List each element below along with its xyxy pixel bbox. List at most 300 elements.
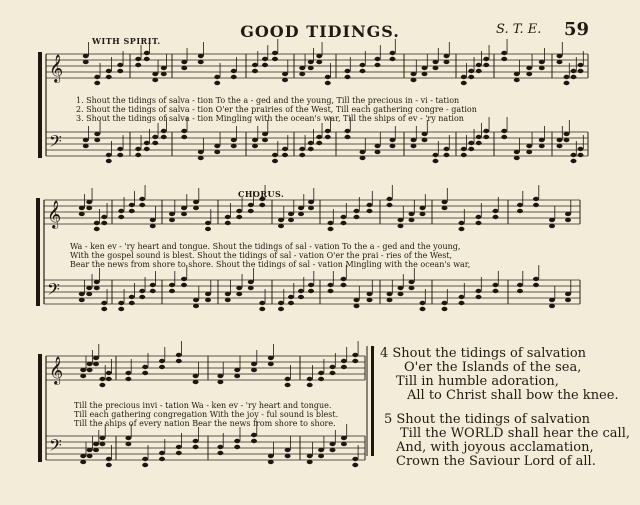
note: [398, 224, 404, 228]
note: [360, 63, 366, 67]
note: [198, 150, 204, 154]
note: [433, 153, 439, 157]
note: [375, 150, 381, 154]
note: [476, 69, 482, 73]
note: [198, 156, 204, 160]
tempo-marking: WITH SPIRIT.: [92, 36, 161, 46]
note: [87, 454, 93, 458]
note: [80, 454, 86, 458]
note: [87, 448, 93, 452]
note: [234, 439, 240, 443]
bass-clef: 𝄢: [47, 279, 60, 303]
note: [285, 448, 291, 452]
note: [129, 203, 135, 207]
note: [142, 371, 148, 375]
note: [106, 75, 112, 79]
note: [161, 135, 167, 139]
note: [86, 200, 92, 204]
note: [214, 150, 220, 154]
note: [468, 69, 474, 73]
note: [367, 203, 373, 207]
note: [316, 141, 322, 145]
note: [345, 75, 351, 79]
note: [517, 289, 523, 293]
note: [94, 221, 100, 225]
note: [80, 460, 86, 464]
note: [159, 451, 165, 455]
note: [367, 292, 373, 296]
note: [307, 454, 313, 458]
verse-line: Till the WORLD shall hear the call,: [400, 426, 631, 441]
note: [299, 153, 305, 157]
note: [526, 150, 532, 154]
note: [564, 132, 570, 136]
note: [80, 368, 86, 372]
note: [308, 147, 314, 151]
note: [144, 51, 150, 55]
treble-clef: 𝄞: [49, 356, 64, 384]
note: [236, 209, 242, 213]
note: [144, 141, 150, 145]
note: [341, 277, 347, 281]
bass-clef: 𝄢: [49, 435, 62, 459]
note: [248, 203, 254, 207]
note: [94, 227, 100, 231]
note: [352, 457, 358, 461]
note: [139, 289, 145, 293]
hymn-title: GOOD TIDINGS.: [240, 22, 400, 41]
note: [367, 209, 373, 213]
note: [282, 153, 288, 157]
note: [94, 75, 100, 79]
note: [330, 371, 336, 375]
note: [129, 209, 135, 213]
note: [517, 283, 523, 287]
note: [139, 197, 145, 201]
note: [354, 304, 360, 308]
note: [234, 445, 240, 449]
note: [565, 212, 571, 216]
note: [80, 374, 86, 378]
note: [352, 359, 358, 363]
note: [236, 215, 242, 219]
note: [565, 292, 571, 296]
note: [150, 218, 156, 222]
note: [278, 218, 284, 222]
lyric-line: Till each gathering congregation With the joy - ful sound is blest.: [74, 410, 339, 419]
note: [390, 138, 396, 142]
note: [225, 215, 231, 219]
note: [468, 75, 474, 79]
note: [79, 298, 85, 302]
note: [459, 301, 465, 305]
end-double-bar: [371, 346, 374, 456]
note: [125, 371, 131, 375]
note: [193, 374, 199, 378]
note: [259, 307, 265, 311]
note: [433, 60, 439, 64]
note: [169, 218, 175, 222]
page-number: 59: [564, 19, 590, 40]
note: [93, 356, 99, 360]
note: [125, 377, 131, 381]
note: [87, 362, 93, 366]
note: [493, 283, 499, 287]
note: [557, 138, 563, 142]
verse-line: 5 Shout the tidings of salvation: [384, 412, 591, 427]
note: [231, 144, 237, 148]
note: [442, 206, 448, 210]
note: [83, 54, 89, 58]
note: [236, 292, 242, 296]
note: [533, 197, 539, 201]
note: [181, 277, 187, 281]
note: [442, 301, 448, 305]
note: [444, 54, 450, 58]
note: [299, 72, 305, 76]
note: [161, 72, 167, 76]
note: [328, 221, 334, 225]
note: [299, 66, 305, 70]
note: [422, 138, 428, 142]
note: [422, 132, 428, 136]
note: [444, 60, 450, 64]
note: [325, 135, 331, 139]
note: [387, 292, 393, 296]
note: [99, 436, 105, 440]
note: [93, 448, 99, 452]
note: [461, 153, 467, 157]
note: [193, 298, 199, 302]
note: [557, 60, 563, 64]
treble-clef: 𝄞: [47, 200, 62, 228]
note: [94, 138, 100, 142]
note: [318, 454, 324, 458]
note: [99, 383, 105, 387]
additional-verses: [380, 347, 630, 469]
note: [101, 221, 107, 225]
note: [483, 63, 489, 67]
system-brace: [38, 354, 42, 462]
note: [278, 301, 284, 305]
note: [476, 141, 482, 145]
note: [476, 221, 482, 225]
note: [539, 66, 545, 70]
note: [272, 153, 278, 157]
verse-line: Till in humble adoration,: [396, 374, 559, 389]
note: [549, 304, 555, 308]
note: [420, 307, 426, 311]
verse-line: 4 Shout the tidings of salvation: [380, 346, 587, 361]
note: [564, 81, 570, 85]
note: [459, 227, 465, 231]
note: [101, 215, 107, 219]
note: [307, 460, 313, 464]
note: [571, 69, 577, 73]
note: [152, 135, 158, 139]
note: [442, 307, 448, 311]
note: [94, 280, 100, 284]
note: [234, 368, 240, 372]
note: [94, 286, 100, 290]
note: [308, 141, 314, 145]
note: [345, 69, 351, 73]
note: [152, 72, 158, 76]
note: [79, 212, 85, 216]
note: [539, 144, 545, 148]
note: [152, 141, 158, 145]
note: [159, 457, 165, 461]
note: [214, 144, 220, 148]
note: [176, 451, 182, 455]
note: [442, 200, 448, 204]
note: [578, 69, 584, 73]
note: [159, 359, 165, 363]
note: [83, 138, 89, 142]
note: [86, 286, 92, 290]
note: [422, 66, 428, 70]
note: [288, 295, 294, 299]
note: [517, 203, 523, 207]
note: [176, 359, 182, 363]
note: [420, 206, 426, 210]
note: [251, 362, 257, 366]
note: [298, 212, 304, 216]
note: [341, 283, 347, 287]
note: [93, 362, 99, 366]
note: [298, 289, 304, 293]
note: [328, 227, 334, 231]
note: [217, 374, 223, 378]
note: [252, 138, 258, 142]
note: [117, 63, 123, 67]
note: [205, 227, 211, 231]
note: [533, 203, 539, 207]
note: [514, 156, 520, 160]
chorus-label: CHORUS.: [238, 189, 285, 199]
note: [251, 439, 257, 443]
note: [476, 63, 482, 67]
note: [468, 147, 474, 151]
note: [272, 57, 278, 61]
note: [251, 368, 257, 372]
note: [411, 78, 417, 82]
note: [565, 298, 571, 302]
note: [330, 442, 336, 446]
note: [86, 292, 92, 296]
verse-line: All to Christ shall bow the knee.: [407, 388, 619, 403]
note: [299, 147, 305, 151]
note: [205, 221, 211, 225]
note: [181, 60, 187, 64]
note: [564, 75, 570, 79]
verse-4: [380, 347, 630, 403]
note: [422, 72, 428, 76]
note: [214, 81, 220, 85]
note: [539, 138, 545, 142]
note: [298, 206, 304, 210]
note: [549, 224, 555, 228]
note: [367, 298, 373, 302]
note: [278, 307, 284, 311]
note: [231, 138, 237, 142]
note: [262, 57, 268, 61]
note: [150, 289, 156, 293]
note: [285, 454, 291, 458]
note: [493, 289, 499, 293]
note: [135, 63, 141, 67]
note: [225, 221, 231, 225]
note: [318, 377, 324, 381]
note: [390, 57, 396, 61]
note: [86, 206, 92, 210]
note: [325, 81, 331, 85]
note: [307, 383, 313, 387]
note: [79, 292, 85, 296]
note: [308, 66, 314, 70]
note: [181, 129, 187, 133]
note: [328, 289, 334, 293]
note: [193, 200, 199, 204]
note: [252, 63, 258, 67]
note: [557, 54, 563, 58]
note: [169, 283, 175, 287]
note: [150, 283, 156, 287]
composer-initials: S. T. E.: [496, 22, 542, 37]
lyric-line: Wa - ken ev - 'ry heart and tongue. Shout the tidings of sal - vation To the a - ged and the young,: [70, 242, 461, 251]
note: [159, 365, 165, 369]
note: [483, 129, 489, 133]
note: [106, 377, 112, 381]
note: [390, 51, 396, 55]
note: [142, 463, 148, 467]
note: [205, 292, 211, 296]
note: [476, 295, 482, 299]
note: [352, 463, 358, 467]
note: [341, 359, 347, 363]
note: [135, 57, 141, 61]
note: [282, 147, 288, 151]
note: [272, 159, 278, 163]
note: [433, 159, 439, 163]
note: [118, 215, 124, 219]
note: [420, 301, 426, 305]
note: [169, 212, 175, 216]
note: [409, 212, 415, 216]
system-brace: [38, 52, 42, 158]
note: [325, 129, 331, 133]
note: [248, 280, 254, 284]
note: [360, 156, 366, 160]
note: [390, 144, 396, 148]
note: [526, 66, 532, 70]
note: [476, 135, 482, 139]
note: [117, 147, 123, 151]
note: [459, 221, 465, 225]
note: [225, 298, 231, 302]
note: [181, 283, 187, 287]
lyric-line: 2. Shout the tidings of salva - tion O'er the prairies of the West, Till each gathering congre - gation: [76, 105, 477, 114]
note: [578, 153, 584, 157]
note: [514, 150, 520, 154]
note: [354, 298, 360, 302]
note: [318, 448, 324, 452]
note: [251, 433, 257, 437]
note: [514, 78, 520, 82]
note: [106, 159, 112, 163]
note: [549, 218, 555, 222]
system-brace: [36, 198, 40, 306]
lyric-line: Bear the news from shore to shore. Shout the tidings of sal - vation Mingling with the ocean's war,: [70, 260, 471, 269]
note: [307, 377, 313, 381]
verse-line: And, with joyous acclamation,: [396, 440, 594, 455]
note: [139, 295, 145, 299]
note: [278, 224, 284, 228]
lyric-line: Till the ships of every nation Bear the news from shore to shore.: [74, 419, 336, 428]
note: [526, 72, 532, 76]
note: [308, 206, 314, 210]
note: [325, 75, 331, 79]
note: [193, 380, 199, 384]
note: [387, 298, 393, 302]
note: [387, 203, 393, 207]
note: [101, 301, 107, 305]
note: [117, 153, 123, 157]
note: [375, 63, 381, 67]
note: [526, 144, 532, 148]
lyric-line: 1. Shout the tidings of salva - tion To the a - ged and the young, Till the precious in - vi - tation: [76, 96, 460, 105]
note: [341, 215, 347, 219]
note: [225, 292, 231, 296]
note: [578, 63, 584, 67]
note: [142, 457, 148, 461]
note: [288, 301, 294, 305]
note: [308, 289, 314, 293]
note: [285, 383, 291, 387]
note: [252, 69, 258, 73]
note: [262, 132, 268, 136]
note: [125, 436, 131, 440]
note: [308, 60, 314, 64]
note: [476, 215, 482, 219]
note: [341, 442, 347, 446]
note: [152, 78, 158, 82]
note: [231, 75, 237, 79]
note: [282, 78, 288, 82]
note: [236, 286, 242, 290]
verse-5: [380, 413, 630, 469]
note: [461, 81, 467, 85]
note: [461, 75, 467, 79]
note: [144, 147, 150, 151]
note: [571, 75, 577, 79]
note: [106, 457, 112, 461]
note: [193, 439, 199, 443]
bass-clef: 𝄢: [49, 131, 62, 155]
note: [83, 144, 89, 148]
note: [411, 144, 417, 148]
note: [330, 448, 336, 452]
note: [101, 307, 107, 311]
note: [248, 286, 254, 290]
note: [262, 63, 268, 67]
note: [354, 215, 360, 219]
note: [483, 135, 489, 139]
note: [345, 129, 351, 133]
note: [93, 442, 99, 446]
note: [268, 454, 274, 458]
note: [117, 69, 123, 73]
